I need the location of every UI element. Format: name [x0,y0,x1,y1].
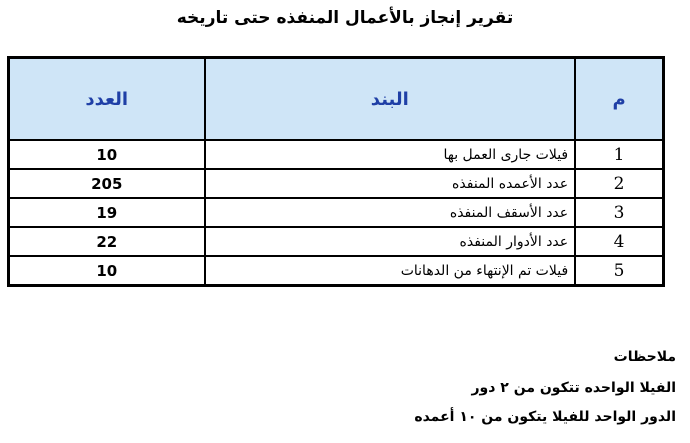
table-row [9,198,664,227]
report-title: تقرير إنجاز بالأعمال المنفذه حتى تاريخه [176,8,514,28]
row-number: 2 [575,169,663,198]
header-count: العدد [9,58,205,141]
table-row [9,169,664,198]
row-number: 3 [575,198,663,227]
row-number: 1 [575,140,663,169]
row-count: 19 [9,198,205,227]
report-table [7,56,665,287]
row-item: عدد الأسقف المنفذه [205,198,576,227]
table-row [9,140,664,169]
table-row [9,256,664,286]
table-row [9,227,664,256]
row-count: 10 [9,140,205,169]
notes-heading: ملاحظات [613,349,676,365]
notes-section [414,343,676,432]
header-item: البند [205,58,576,141]
row-number: 4 [575,227,663,256]
note-line: الدور الواحد للفيلا يتكون من ١٠ أعمده [414,409,676,425]
table-header-row [9,58,664,141]
row-item: عدد الأعمده المنفذه [205,169,576,198]
row-item: عدد الأدوار المنفذه [205,227,576,256]
note-line: الفيلا الواحده تتكون من ٢ دور [471,380,676,396]
header-number: م [575,58,663,141]
row-item: فيلات تم الإنتهاء من الدهانات [205,256,576,286]
row-count: 10 [9,256,205,286]
row-item: فيلات جارى العمل بها [205,140,576,169]
row-number: 5 [575,256,663,286]
row-count: 205 [9,169,205,198]
row-count: 22 [9,227,205,256]
